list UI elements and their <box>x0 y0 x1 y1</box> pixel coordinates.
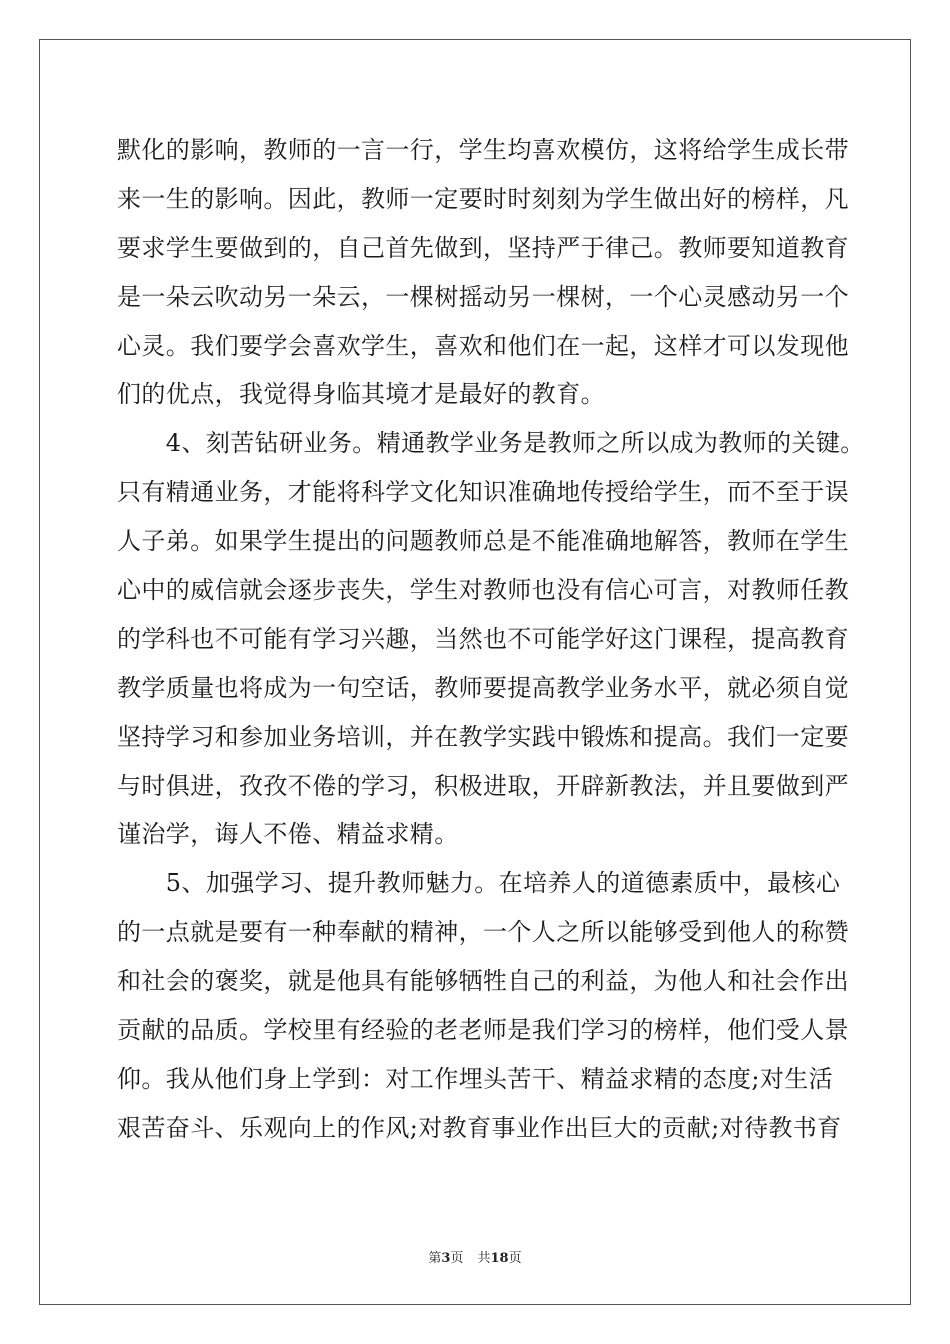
text-line: 坚持学习和参加业务培训，并在教学实践中锻炼和提高。我们一定要 <box>117 722 849 751</box>
page-prefix: 第 <box>428 1251 442 1266</box>
page-number: 3 <box>441 1251 451 1266</box>
text-line: 仰。我从他们身上学到：对工作埋头苦干、精益求精的态度;对生活 <box>117 1064 834 1093</box>
text-line: 只有精通业务，才能将科学文化知识准确地传授给学生，而不至于误 <box>117 478 849 507</box>
text-line: 们的优点，我觉得身临其境才是最好的教育。 <box>117 380 605 409</box>
total-prefix: 共 <box>477 1251 491 1266</box>
text-line: 的学科也不可能有学习兴趣，当然也不可能学好这门课程，提高教育 <box>117 624 849 653</box>
text-line: 是一朵云吹动另一朵云，一棵树摇动另一棵树，一个心灵感动另一个 <box>117 282 849 311</box>
text-line: 心中的威信就会逐步丧失，学生对教师也没有信心可言，对教师任教 <box>117 576 849 605</box>
text-line: 与时俱进，孜孜不倦的学习，积极进取，开辟新教法，并且要做到严 <box>117 771 849 800</box>
text-line: 来一生的影响。因此，教师一定要时时刻刻为学生做出好的榜样，凡 <box>117 184 849 213</box>
total-suffix: 页 <box>508 1251 522 1266</box>
paragraph-4-start: 4、刻苦钻研业务。精通教学业务是教师之所以成为教师的关键。 <box>117 429 865 458</box>
text-line: 的一点就是要有一种奉献的精神，一个人之所以能够受到他人的称赞 <box>117 918 849 947</box>
text-line: 和社会的褒奖，就是他具有能够牺牲自己的利益，为他人和社会作出 <box>117 967 849 996</box>
text-line: 贡献的品质。学校里有经验的老老师是我们学习的榜样，他们受人景 <box>117 1016 849 1045</box>
text-line: 艰苦奋斗、乐观向上的作风;对教育事业作出巨大的贡献;对待教书育 <box>117 1113 842 1142</box>
text-line: 谨治学，诲人不倦、精益求精。 <box>117 820 459 849</box>
text-line: 要求学生要做到的，自己首先做到，坚持严于律己。教师要知道教育 <box>117 233 849 262</box>
page-suffix: 页 <box>450 1251 464 1266</box>
document-body <box>117 126 865 1153</box>
text-line: 心灵。我们要学会喜欢学生，喜欢和他们在一起，这样才可以发现他 <box>117 331 849 360</box>
paragraph-5-start: 5、加强学习、提升教师魅力。在培养人的道德素质中，最核心 <box>117 869 841 898</box>
text-line: 默化的影响，教师的一言一行，学生均喜欢模仿，这将给学生成长带 <box>117 136 849 164</box>
total-pages: 18 <box>490 1251 509 1266</box>
page-footer <box>0 1247 950 1266</box>
text-line: 人子弟。如果学生提出的问题教师总是不能准确地解答，教师在学生 <box>117 527 849 556</box>
text-line: 教学质量也将成为一句空话，教师要提高教学业务水平，就必须自觉 <box>117 673 849 702</box>
